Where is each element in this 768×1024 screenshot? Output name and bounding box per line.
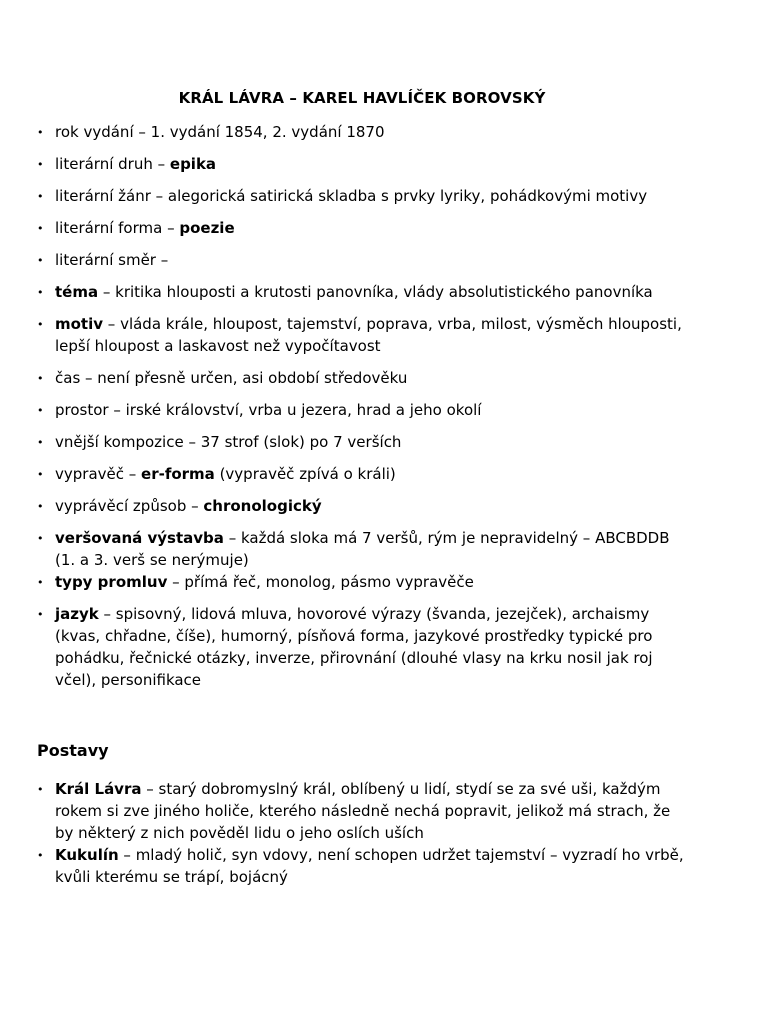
info-list [34,121,684,691]
list-item-cas [34,367,684,389]
item-value: er-forma [141,465,215,483]
item-text: čas – není přesně určen, asi období středověku [55,369,408,387]
item-term: téma [55,283,99,301]
item-value: chronologický [203,497,322,515]
item-text-after: (vypravěč zpívá o králi) [214,465,396,483]
list-item-vypraveci-zpusob [34,495,684,517]
section-heading-postavy: Postavy [37,741,109,760]
item-term: jazyk [55,605,99,623]
list-item-literarni-forma [34,217,684,239]
list-item-jazyk [34,603,684,691]
bullet-icon: • [37,532,44,545]
item-text: – každá sloka má 7 veršů, rým je nepravidelný – ABCBDDB (1. a 3. verš se nerýmuje) [55,529,670,569]
list-item-typy-promluv [34,571,684,593]
item-term: typy promluv [55,573,168,591]
item-text: – spisovný, lidová mluva, hovorové výrazy (švanda, jezejček), archaismy (kvas, chřadne, číše), humorný, písňová forma, jazykové prostředky typické pro pohádku, řečnické otázky, inverze, přirovnání (dlouhé vlasy na krku nosil jak roj včel), personifikace [55,605,653,689]
list-item-prostor [34,399,684,421]
item-text: prostor – irské království, vrba u jezera, hrad a jeho okolí [55,401,482,419]
list-item-literarni-smer [34,249,684,271]
item-term: veršovaná výstavba [55,529,224,547]
item-value: poezie [179,219,235,237]
item-text: literární druh – [55,155,170,173]
item-text: vyprávěcí způsob – [55,497,204,515]
characters-list [34,778,684,888]
character-item-kral-lavra [34,778,684,844]
item-text: literární žánr – alegorická satirická skladba s prvky lyriky, pohádkovými motivy [55,187,648,205]
item-text: vnější kompozice – 37 strof (slok) po 7 verších [55,433,402,451]
item-value: epika [169,155,217,173]
list-item-vypravec [34,463,684,485]
item-text: – přímá řeč, monolog, pásmo vypravěče [167,573,474,591]
bullet-icon: • [37,468,44,481]
item-text: – kritika hlouposti a krutosti panovníka, vlády absolutistického panovníka [98,283,653,301]
item-text: literární směr – [55,251,169,269]
item-text: – vláda krále, hloupost, tajemství, poprava, vrba, milost, výsměch hlouposti, lepší hloupost a laskavost než vypočítavost [55,315,682,355]
bullet-icon: • [37,372,44,385]
bullet-icon: • [37,318,44,331]
bullet-icon: • [37,404,44,417]
bullet-icon: • [37,158,44,171]
list-item-tema [34,281,684,303]
bullet-icon: • [37,576,44,589]
item-term: motiv [55,315,104,333]
list-item-vnejsi-kompozice [34,431,684,453]
character-name: Král Lávra [55,780,142,798]
list-item-rok-vydani [34,121,684,143]
bullet-icon: • [37,500,44,513]
document-title: KRÁL LÁVRA – KAREL HAVLÍČEK BOROVSKÝ [178,89,546,107]
list-item-motiv [34,313,684,357]
item-text: literární forma – [55,219,180,237]
bullet-icon: • [37,126,44,139]
bullet-icon: • [37,190,44,203]
list-item-literarni-zanr [34,185,684,207]
character-name: Kukulín [55,846,119,864]
character-item-kukulin [34,844,684,888]
bullet-icon: • [37,783,44,796]
bullet-icon: • [37,436,44,449]
item-text: vypravěč – [55,465,142,483]
bullet-icon: • [37,286,44,299]
bullet-icon: • [37,608,44,621]
list-item-versovana-vystavba [34,527,684,571]
bullet-icon: • [37,222,44,235]
bullet-icon: • [37,849,44,862]
item-text: rok vydání – 1. vydání 1854, 2. vydání 1870 [55,123,385,141]
bullet-icon: • [37,254,44,267]
character-description: – starý dobromyslný král, oblíbený u lidí, stydí se za své uši, každým rokem si zve jiného holiče, kterého následně nechá popravit, jelikož má strach, že by některý z nich pověděl lidu o jeho oslích uších [55,780,671,842]
list-item-literarni-druh [34,153,684,175]
character-description: – mladý holič, syn vdovy, není schopen udržet tajemství – vyzradí ho vrbě, kvůli kterému se trápí, bojácný [55,846,684,886]
